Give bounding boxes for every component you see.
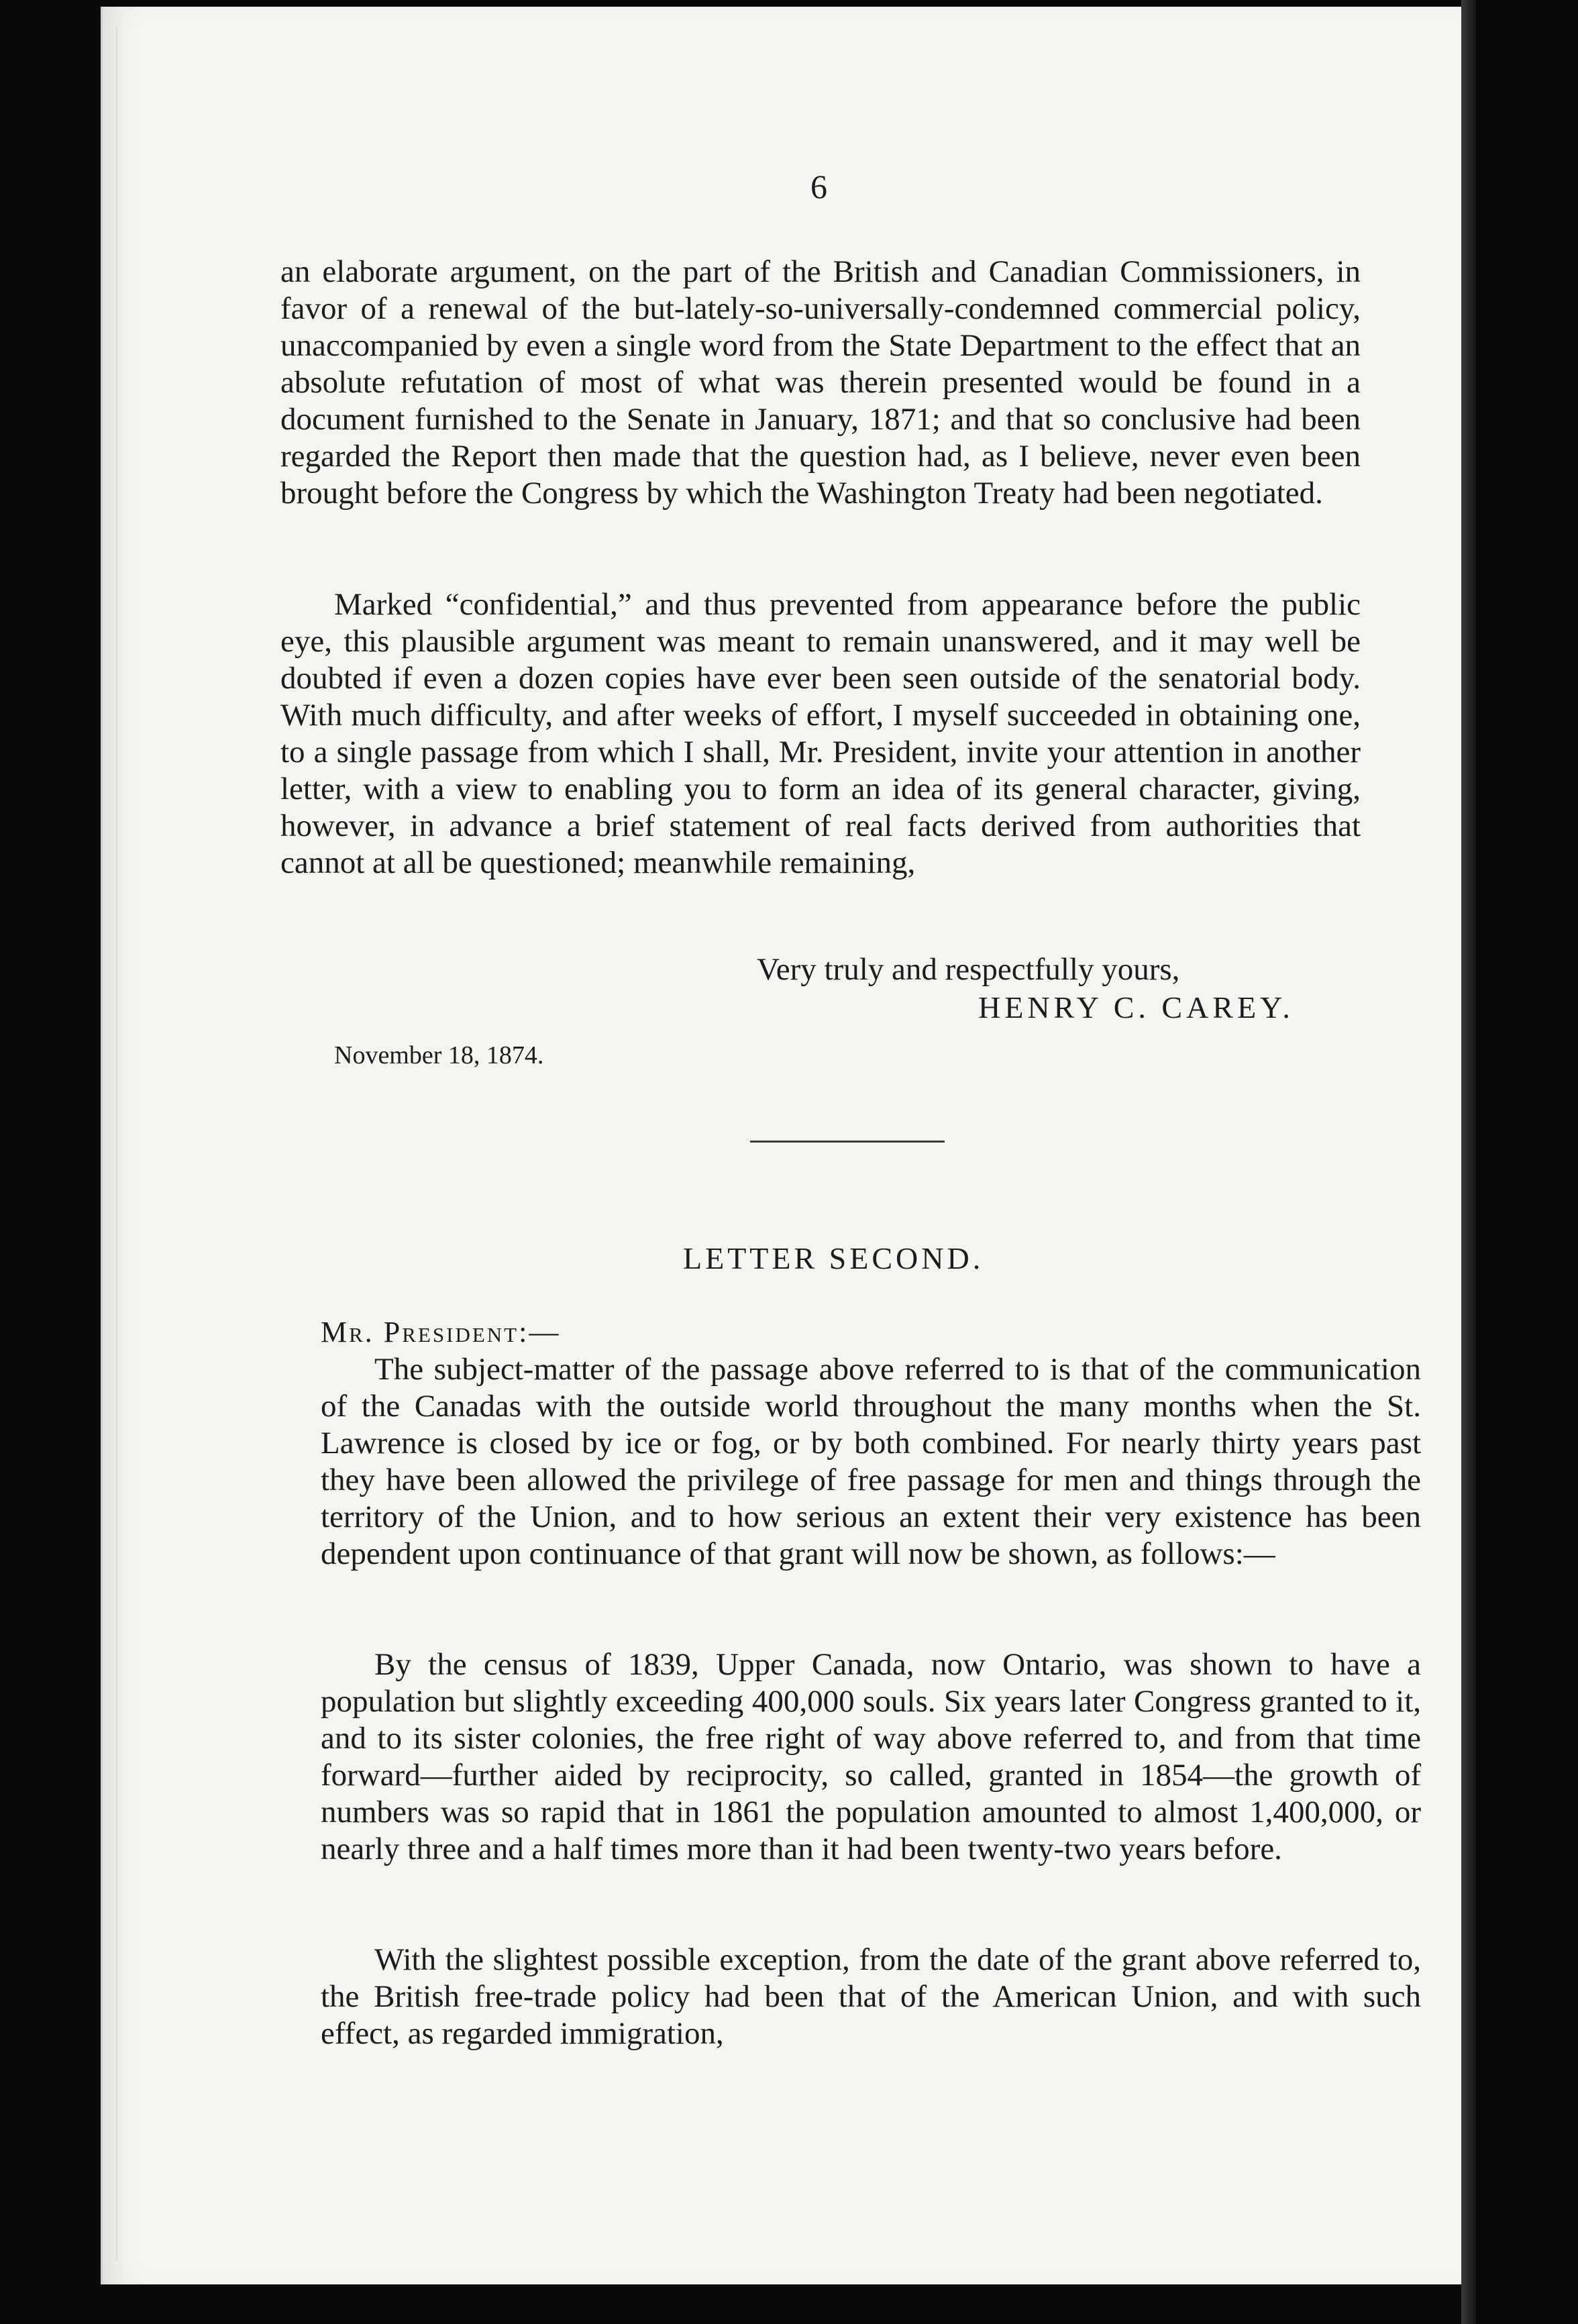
paragraph-free-trade: With the slightest possible exception, from the date of the grant above referred to, the British free-trade policy had been that of the American Union, and with such effect, as regarded immigration, — [321, 1942, 1421, 2051]
paragraph-subject-matter: The subject-matter of the passage above referred to is that of the communication of the Canadas with the outside world throughout the many months when the St. Lawrence is closed by ice or fog, or by both combined. For nearly thirty years past they have been allowed the privilege of free passage for men and things through the territory of the Union, and to how serious an extent their very existence has been dependent upon continuance of that grant will now be shown, as follows:— — [321, 1352, 1421, 1571]
book-spine-edge — [1461, 0, 1476, 2324]
paragraph-census: By the census of 1839, Upper Canada, now Ontario, was shown to have a population but slightly exceeding 400,000 souls. Six years later Congress granted to it, and to its sister colonies, the free right of way above referred to, and from that time forward—further aided by reciprocity, so called, granted in 1854—the growth of numbers was so rapid that in 1861 the population amounted to almost 1,400,000, or nearly three and a half times more than it had been twenty-two years before. — [321, 1647, 1421, 1866]
salutation: Mr. President:— — [321, 1316, 561, 1349]
section-divider — [750, 1141, 945, 1143]
paragraph-continuation: an elaborate argument, on the part of the British and Canadian Commissioners, in favor of a renewal of the but-lately-so-universally-condemned commercial policy, unaccompanied by even a single word from the State Department to the effect that an absolute refutation of most of what was therein presented would be found in a document furnished to the Senate in January, 1871; and that so conclusive had been regarded the Report then made that the question had, as I believe, never even been brought before the Congress by which the Washington Treaty had been negotiated. — [280, 254, 1361, 511]
section-heading: LETTER SECOND. — [683, 1241, 984, 1275]
letter-date: November 18, 1874. — [334, 1041, 544, 1069]
paragraph-marked-confidential: Marked “confidential,” and thus prevented from appearance before the public eye, this plausible argument was meant to remain unanswered, and it may well be doubted if even a dozen copies have ever been seen outside of the senatorial body. With much difficulty, and after weeks of effort, I myself succeeded in obtaining one, to a single passage from which I shall, Mr. President, invite your attention in another letter, with a view to enabling you to form an idea of its general character, giving, however, in advance a brief statement of real facts derived from authorities that cannot at all be questioned; meanwhile remaining, — [280, 587, 1361, 880]
valediction: Very truly and respectfully yours, — [757, 952, 1180, 987]
page-number: 6 — [810, 168, 827, 205]
signature: HENRY C. CAREY. — [978, 990, 1294, 1024]
page-edge-line — [116, 27, 117, 2261]
